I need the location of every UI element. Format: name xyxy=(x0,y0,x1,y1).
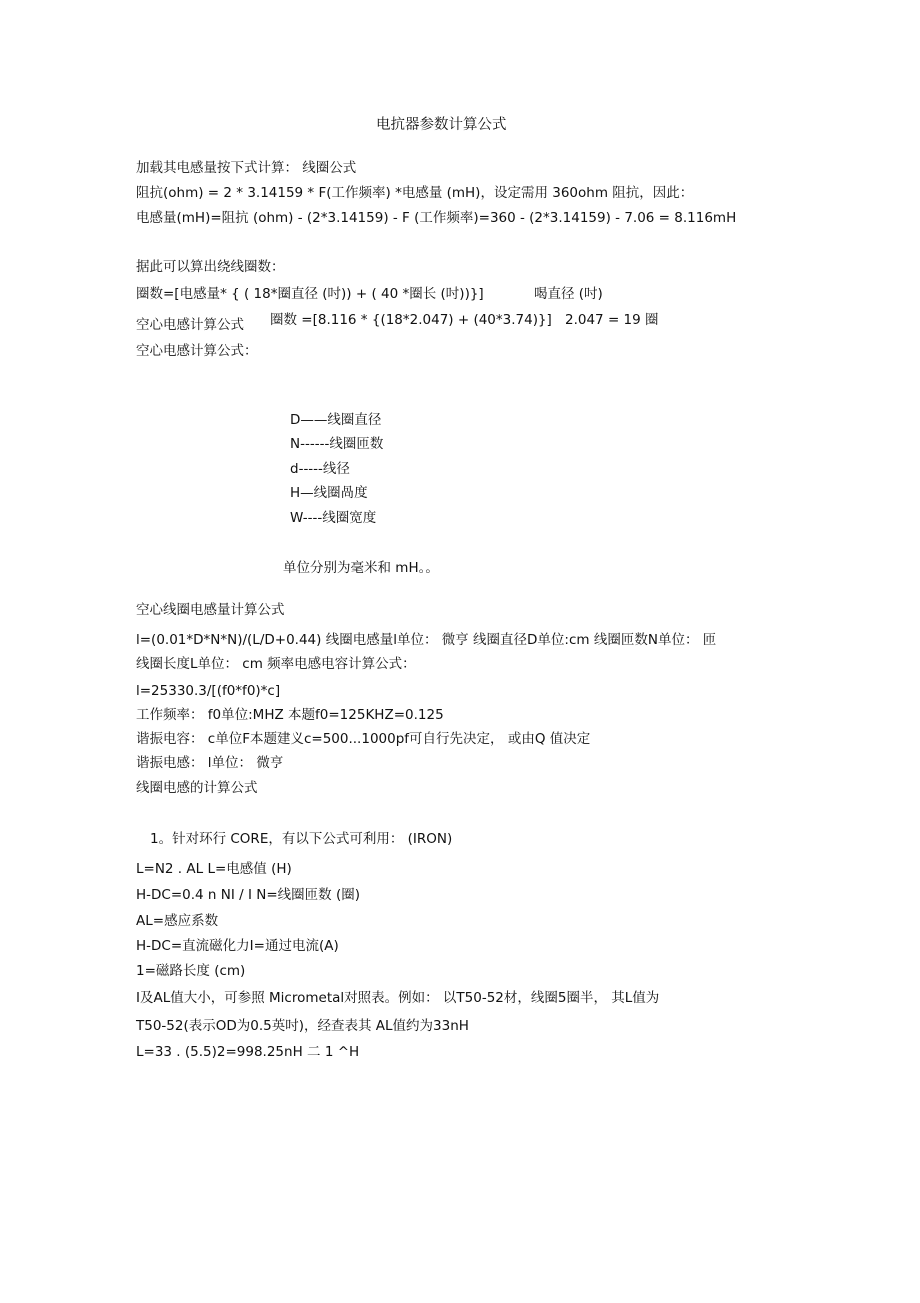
text-line: 1。针对环行 CORE，有以下公式可利用： (IRON) xyxy=(150,831,453,847)
definition-line: N------线圈匝数 xyxy=(290,436,384,452)
definition-line: H—线圈咼度 xyxy=(290,485,368,501)
text-line: 线圈长度L单位： cm 频率电感电容计算公式： xyxy=(136,656,416,672)
text-line: L=33 . (5.5)2=998.25nH 二 1 ^H xyxy=(136,1044,360,1060)
text-line: 圈数=[电感量* { ( 18*圈直径 (吋)) + ( 40 *圈长 (吋))}] xyxy=(136,286,484,302)
page-title: 电抗器参数计算公式 xyxy=(376,117,507,133)
text-line: 1=磁路长度 (cm) xyxy=(136,963,246,979)
definition-line: D——线圈直径 xyxy=(290,412,382,428)
text-line: AL=感应系数 xyxy=(136,913,219,929)
text-line: T50-52(表示OD为0.5英吋)，经查表其 AL值约为33nH xyxy=(136,1018,469,1034)
text-line: 线圈电感的计算公式 xyxy=(136,780,258,796)
text-line: 据此可以算出绕线圈数： xyxy=(136,259,285,275)
units-note: 单位分别为毫米和 mH。。 xyxy=(283,560,439,576)
text-line: 喝直径 (吋) xyxy=(534,286,603,302)
text-line: 2.047 = 19 圈 xyxy=(565,312,659,328)
text-line: L=N2 . AL L=电感值 (H) xyxy=(136,861,292,877)
definition-line: W----线圈宽度 xyxy=(290,510,377,526)
text-line: 空心电感计算公式 xyxy=(136,317,244,333)
text-line: 谐振电感： l单位： 微亨 xyxy=(136,755,284,771)
definition-line: d-----线径 xyxy=(290,461,350,477)
text-line: 工作频率： f0单位:MHZ 本题f0=125KHZ=0.125 xyxy=(136,707,444,723)
text-line: l=25330.3/[(f0*f0)*c] xyxy=(136,683,281,699)
text-line: l=(0.01*D*N*N)/(L/D+0.44) 线圈电感量l单位： 微亨 线圈直径D单位:cm 线圈匝数N单位： 匝 xyxy=(136,632,717,648)
text-line: 阻抗(ohm) = 2 * 3.14159 * F(工作频率) *电感量 (mH)，设定需用 360ohm 阻抗，因此： xyxy=(136,185,694,201)
text-line: 谐振电容： c单位F本题建义c=500...1000pf可自行先决定， 或由Q 值决定 xyxy=(136,731,591,747)
text-line: 电感量(mH)=阻抗 (ohm) - (2*3.14159) - F (工作频率)=360 - (2*3.14159) - 7.06 = 8.116mH xyxy=(136,210,737,226)
text-line: 加载其电感量按下式计算： 线圈公式 xyxy=(136,160,357,176)
text-line: I及AL值大小，可参照 Micrometal对照表。例如： 以T50-52材，线圈5圈半， 其L值为 xyxy=(136,990,660,1006)
text-line: 圈数 =[8.116 * {(18*2.047) + (40*3.74)}] xyxy=(270,312,552,328)
text-line: H-DC=直流磁化力I=通过电流(A) xyxy=(136,938,339,954)
section-heading: 空心线圈电感量计算公式 xyxy=(136,602,285,618)
text-line: H-DC=0.4 n NI / I N=线圈匝数 (圈) xyxy=(136,887,360,903)
text-line: 空心电感计算公式： xyxy=(136,343,258,359)
